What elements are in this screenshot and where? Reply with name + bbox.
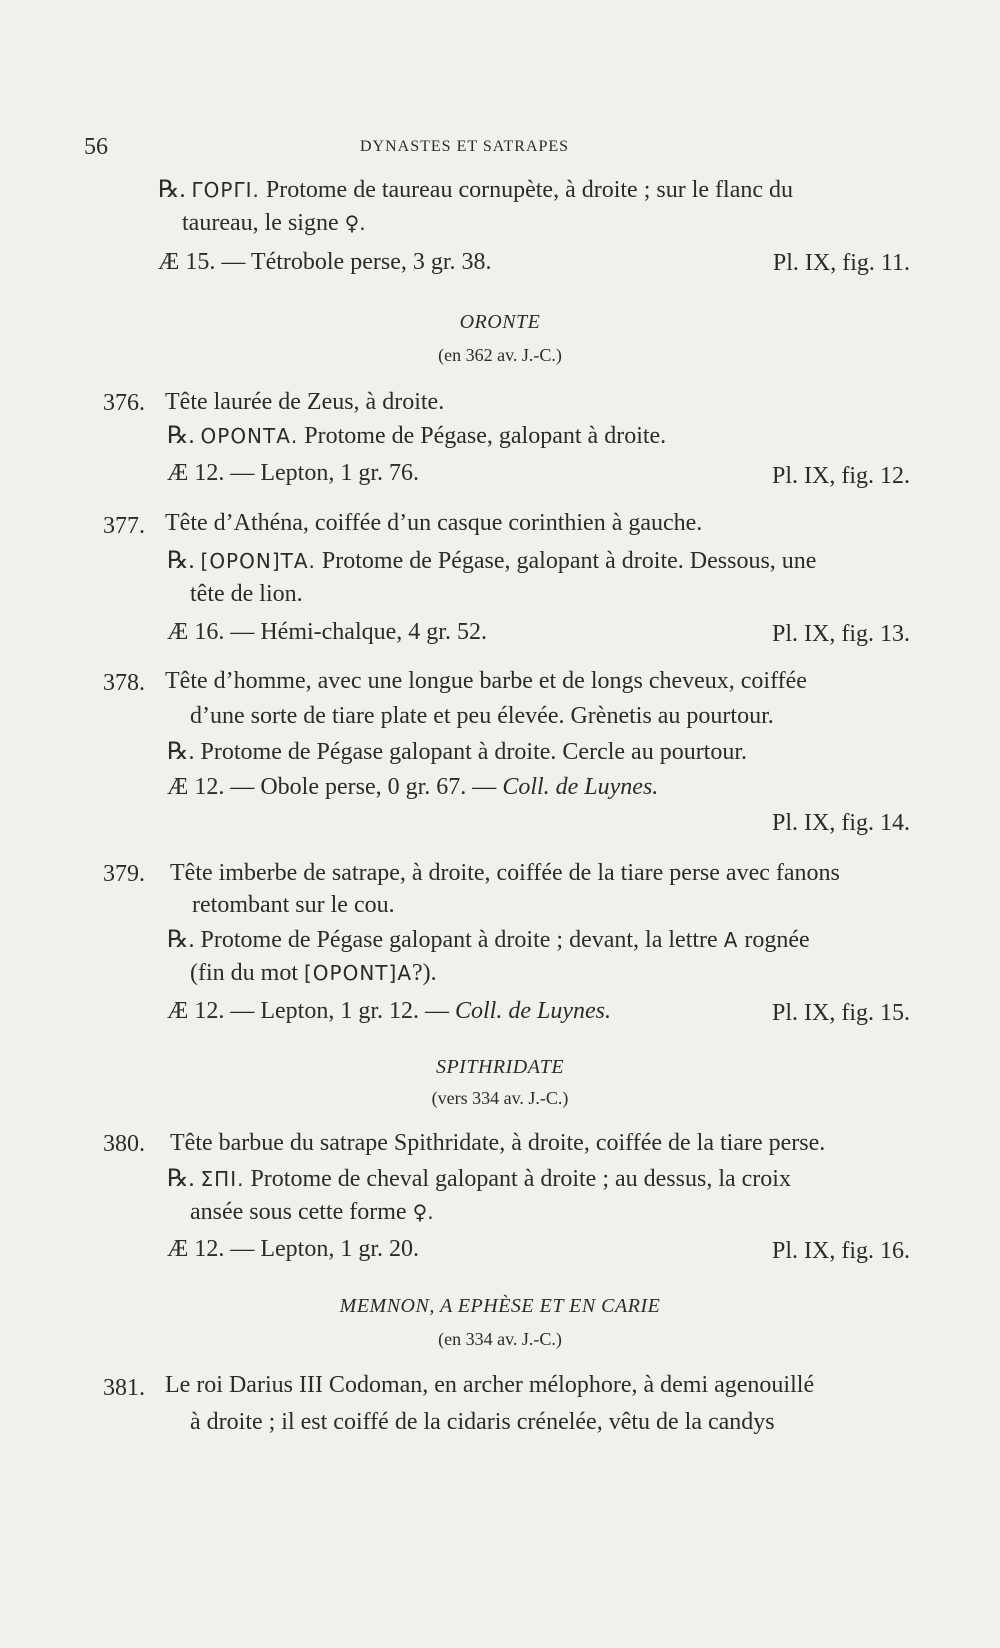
section-date-memnon: (en 334 av. J.-C.) bbox=[438, 1329, 562, 1349]
metal-symbol: Æ bbox=[167, 998, 189, 1024]
collection-ref: Coll. de Luynes. bbox=[502, 774, 659, 800]
entry-380-meta: Æ 12. — Lepton, 1 gr. 20. bbox=[167, 1236, 419, 1262]
entry-378-meta: Æ 12. — Obole perse, 0 gr. 67. — Coll. de Luynes. bbox=[167, 774, 659, 800]
greek-legend: ΣΠΙ. bbox=[200, 1167, 245, 1191]
greek-legend: ΓΟΡΓΙ. bbox=[191, 178, 260, 202]
entry-381-obverse-line-2: à droite ; il est coiffé de la cidaris crénelée, vêtu de la candys bbox=[190, 1409, 775, 1435]
entry-378-obverse-line-2: d’une sorte de tiare plate et peu élevée. Grènetis au pourtour. bbox=[190, 703, 774, 729]
entry-377-reverse-line-1: ℞. [ΟΡΟΝ]ΤΑ. Protome de Pégase, galopant à droite. Dessous, une bbox=[167, 548, 817, 574]
prev-reverse-line-2: taureau, le signe ♀. bbox=[182, 210, 366, 236]
entry-376-reverse: ℞. ΟΡΟΝΤΑ. Protome de Pégase, galopant à droite. bbox=[167, 423, 667, 449]
entry-377-reverse-line-2: tête de lion. bbox=[190, 581, 303, 607]
metal-symbol: Æ bbox=[167, 1236, 189, 1262]
entry-379-reverse-line-1: ℞. Protome de Pégase galopant à droite ; devant, la lettre Α rognée bbox=[167, 927, 810, 953]
entry-number-380: 380. bbox=[103, 1131, 145, 1157]
entry-380-plate-ref: Pl. IX, fig. 16. bbox=[772, 1238, 910, 1264]
greek-legend: [ΟΡΟΝ]ΤΑ. bbox=[200, 549, 316, 573]
section-date-oronte: (en 362 av. J.-C.) bbox=[438, 345, 562, 365]
section-title-spithridate: SPITHRIDATE bbox=[435, 1056, 565, 1078]
section-title-memnon: MEMNON, A EPHÈSE ET EN CARIE bbox=[339, 1295, 661, 1317]
entry-number-377: 377. bbox=[103, 513, 145, 539]
entry-380-reverse-line-1: ℞. ΣΠΙ. Protome de cheval galopant à droite ; au dessus, la croix bbox=[167, 1166, 791, 1192]
entry-378-plate-ref: Pl. IX, fig. 14. bbox=[772, 810, 910, 836]
entry-379-meta: Æ 12. — Lepton, 1 gr. 12. — Coll. de Luynes. bbox=[167, 998, 611, 1024]
ankh-sign-icon: ♀. bbox=[344, 211, 366, 235]
metal-symbol: Æ bbox=[167, 460, 189, 486]
entry-377-obverse: Tête d’Athéna, coiffée d’un casque corinthien à gauche. bbox=[165, 510, 703, 536]
entry-number-376: 376. bbox=[103, 390, 145, 416]
entry-379-obverse-line-1: Tête imberbe de satrape, à droite, coiffée de la tiare perse avec fanons bbox=[170, 860, 840, 886]
entry-380-reverse-line-2: ansée sous cette forme ♀. bbox=[190, 1199, 434, 1225]
entry-376-plate-ref: Pl. IX, fig. 12. bbox=[772, 463, 910, 489]
greek-letter: Α bbox=[723, 928, 739, 952]
entry-379-obverse-line-2: retombant sur le cou. bbox=[192, 892, 395, 918]
entry-number-378: 378. bbox=[103, 670, 145, 696]
entry-377-plate-ref: Pl. IX, fig. 13. bbox=[772, 621, 910, 647]
section-title-oronte: ORONTE bbox=[459, 311, 541, 333]
entry-376-obverse: Tête laurée de Zeus, à droite. bbox=[165, 389, 445, 415]
entry-376-meta: Æ 12. — Lepton, 1 gr. 76. bbox=[167, 460, 419, 486]
metal-symbol: Æ bbox=[167, 774, 189, 800]
entry-378-reverse: ℞. Protome de Pégase galopant à droite. Cercle au pourtour. bbox=[167, 739, 748, 765]
greek-legend: [ΟΡΟΝΤ]Α bbox=[304, 961, 413, 985]
ankh-sign-icon: ♀. bbox=[412, 1200, 434, 1224]
entry-number-379: 379. bbox=[103, 861, 145, 887]
entry-381-obverse-line-1: Le roi Darius III Codoman, en archer mélophore, à demi agenouillé bbox=[165, 1372, 815, 1398]
entry-377-meta: Æ 16. — Hémi-chalque, 4 gr. 52. bbox=[167, 619, 487, 645]
prev-plate-ref: Pl. IX, fig. 11. bbox=[772, 250, 910, 276]
metal-symbol: Æ bbox=[167, 619, 189, 645]
prev-reverse-line-1: ℞. ΓΟΡΓΙ. Protome de taureau cornupète, à droite ; sur le flanc du bbox=[158, 177, 793, 203]
running-title: DYNASTES ET SATRAPES bbox=[360, 138, 570, 155]
collection-ref: Coll. de Luynes. bbox=[455, 998, 611, 1024]
entry-380-obverse: Tête barbue du satrape Spithridate, à droite, coiffée de la tiare perse. bbox=[170, 1130, 826, 1156]
entry-379-plate-ref: Pl. IX, fig. 15. bbox=[772, 1000, 910, 1026]
metal-symbol: Æ bbox=[158, 249, 180, 275]
entry-378-obverse-line-1: Tête d’homme, avec une longue barbe et de longs cheveux, coiffée bbox=[165, 668, 807, 694]
section-date-spithridate: (vers 334 av. J.-C.) bbox=[431, 1088, 569, 1108]
prev-meta: Æ 15. — Tétrobole perse, 3 gr. 38. bbox=[158, 249, 492, 275]
greek-legend: ΟΡΟΝΤΑ. bbox=[200, 424, 299, 448]
entry-number-381: 381. bbox=[103, 1375, 145, 1401]
entry-379-reverse-line-2: (fin du mot [ΟΡΟΝΤ]Α?). bbox=[190, 960, 437, 986]
page-number: 56 bbox=[84, 134, 108, 160]
